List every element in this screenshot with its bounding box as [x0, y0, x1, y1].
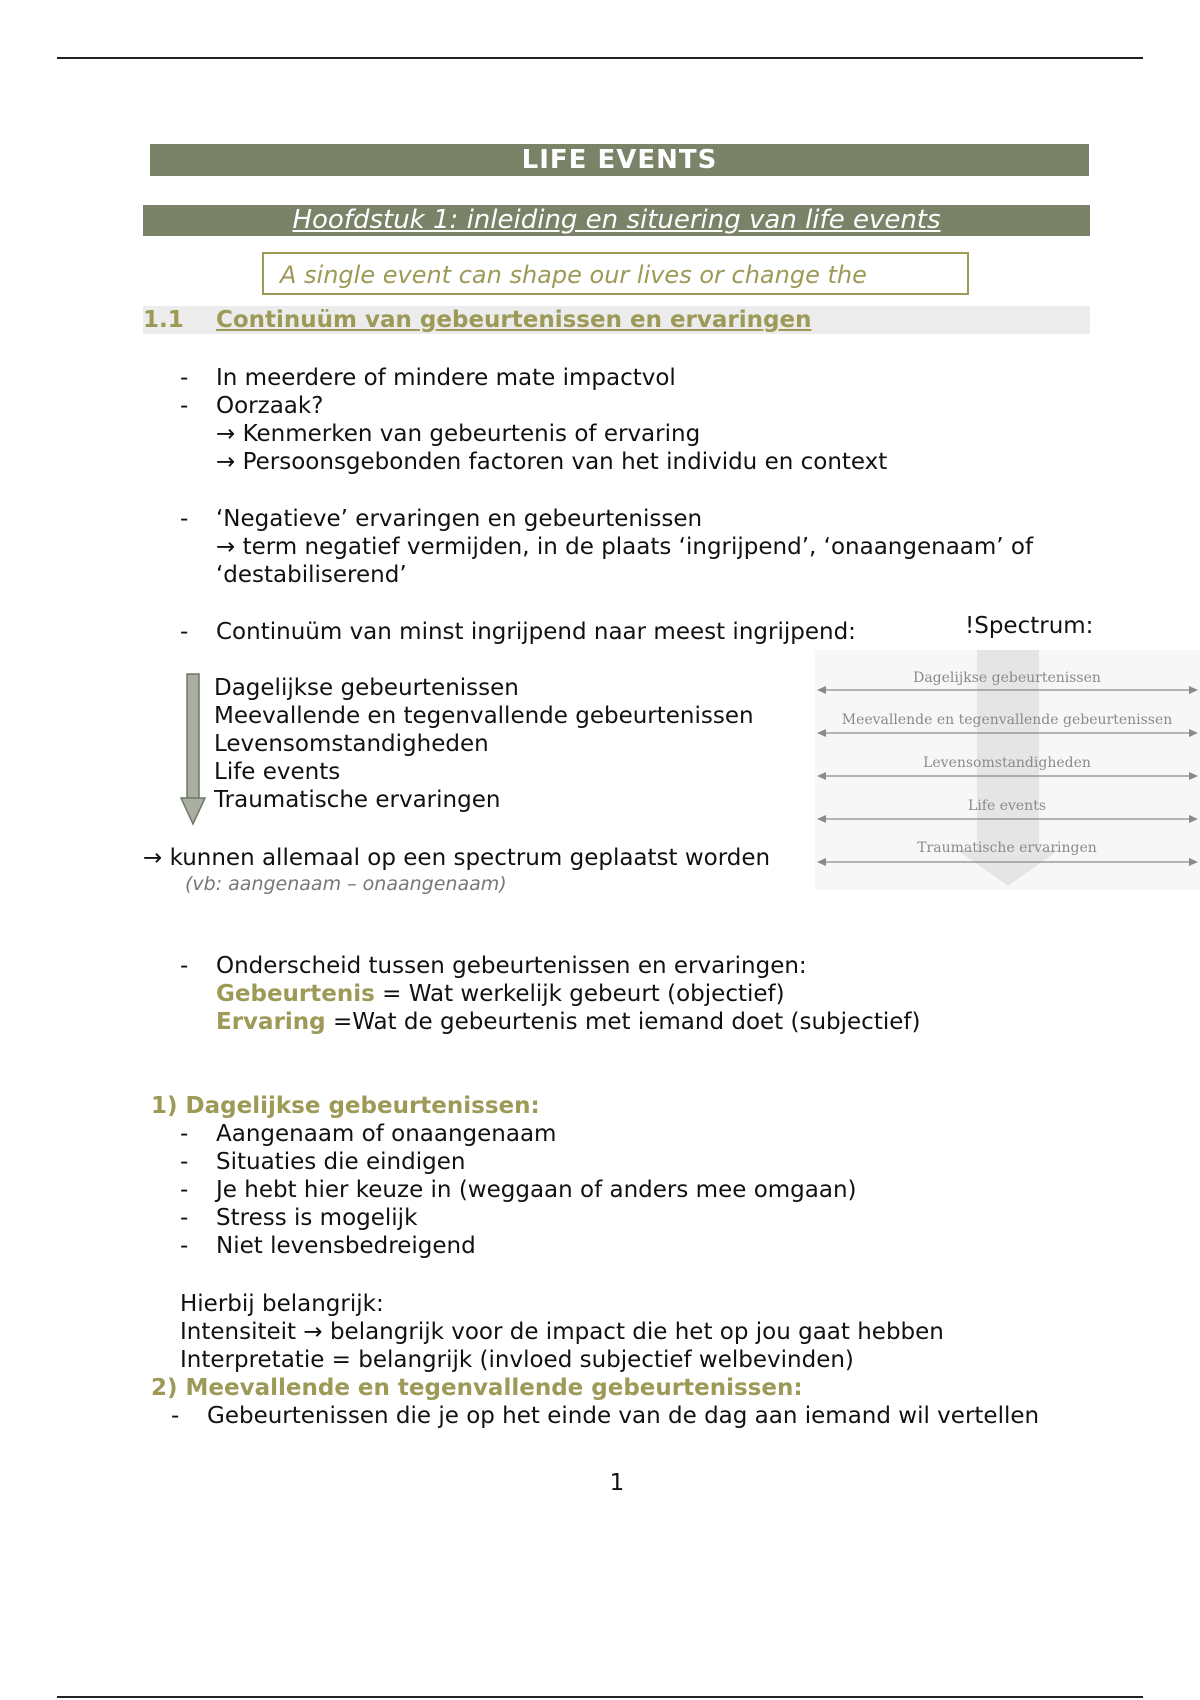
quote-box: A single event can shape our lives or change the	[262, 252, 969, 295]
subheading-meevallende: 2) Meevallende en tegenvallende gebeurtenissen:	[151, 1375, 803, 1401]
belangrijk-interpretatie: Interpretatie = belangrijk (invloed subjectief welbevinden)	[180, 1347, 854, 1373]
footer-rule	[57, 1696, 1143, 1698]
list-item: Situaties die eindigen	[216, 1149, 466, 1175]
bullet-oorzaak: Oorzaak?	[216, 393, 324, 419]
spectrum-row	[817, 712, 1198, 737]
spectrum-figure	[815, 650, 1200, 890]
continuum-item: Traumatische ervaringen	[214, 787, 501, 813]
term-ervaring: Ervaring	[216, 1009, 326, 1035]
page-number: 1	[609, 1470, 625, 1496]
continuum-item: Levensomstandigheden	[214, 731, 489, 757]
bullet-negatief: ‘Negatieve’ ervaringen en gebeurtenissen	[216, 506, 703, 532]
bullet-dash: -	[180, 1121, 189, 1147]
belangrijk-intensiteit: Intensiteit → belangrijk voor de impact die het op jou gaat hebben	[180, 1319, 944, 1345]
continuum-item: Dagelijkse gebeurtenissen	[214, 675, 519, 701]
list-item: Niet levensbedreigend	[216, 1233, 476, 1259]
oorzaak-sub-kenmerken: → Kenmerken van gebeurtenis of ervaring	[216, 421, 701, 447]
bullet-dash: -	[180, 1177, 189, 1203]
bullet-onderscheid: Onderscheid tussen gebeurtenissen en ervaringen:	[216, 953, 807, 979]
bullet-dash: -	[180, 953, 189, 979]
bullet-dash: -	[180, 619, 189, 645]
list-item: Stress is mogelijk	[216, 1205, 418, 1231]
spectrum-note: → kunnen allemaal op een spectrum geplaatst worden	[143, 845, 771, 871]
section-number: 1.1	[143, 307, 184, 333]
definition-gebeurtenis-text: = Wat werkelijk gebeurt (objectief)	[374, 981, 785, 1007]
section-heading	[143, 306, 1090, 334]
definition-gebeurtenis	[216, 980, 785, 1008]
spectrum-row-label: Traumatische ervaringen	[917, 840, 1097, 856]
belangrijk-intro: Hierbij belangrijk:	[180, 1291, 384, 1317]
list-item: Je hebt hier keuze in (weggaan of anders mee omgaan)	[216, 1177, 857, 1203]
definition-ervaring-text: =Wat de gebeurtenis met iemand doet (subjectief)	[325, 1009, 921, 1035]
spectrum-row-label: Dagelijkse gebeurtenissen	[913, 670, 1101, 686]
header-rule	[57, 57, 1143, 59]
subheading-dagelijkse: 1) Dagelijkse gebeurtenissen:	[151, 1093, 540, 1119]
list-item: Aangenaam of onaangenaam	[216, 1121, 557, 1147]
spectrum-row-label: Meevallende en tegenvallende gebeurtenissen	[841, 712, 1173, 728]
bullet-dash: -	[180, 1205, 189, 1231]
bullet-dash: -	[171, 1403, 180, 1429]
list-item: Gebeurtenissen die je op het einde van de dag aan iemand wil vertellen	[207, 1403, 1040, 1429]
down-arrow-icon	[180, 672, 206, 826]
bullet-dash: -	[180, 393, 189, 419]
bullet-dash: -	[180, 1149, 189, 1175]
bullet-dash: -	[180, 1233, 189, 1259]
spectrum-row-label: Levensomstandigheden	[923, 755, 1091, 771]
term-gebeurtenis: Gebeurtenis	[216, 981, 375, 1007]
spectrum-row-label: Life events	[968, 798, 1046, 814]
document-title: LIFE EVENTS	[150, 144, 1089, 176]
spectrum-label: !Spectrum:	[965, 613, 1094, 639]
oorzaak-sub-persoonsgebonden: → Persoonsgebonden factoren van het individu en context	[216, 449, 888, 475]
section-title: Continuüm van gebeurtenissen en ervaringen	[216, 307, 812, 333]
negatief-sub-line1: → term negatief vermijden, in de plaats ‘ingrijpend’, ‘onaangenaam’ of	[216, 534, 1034, 560]
continuum-item: Life events	[214, 759, 341, 785]
bullet-dash: -	[180, 506, 189, 532]
negatief-sub-line2: ‘destabiliserend’	[216, 562, 407, 588]
bullet-continuum: Continuüm van minst ingrijpend naar meest ingrijpend:	[216, 619, 856, 645]
bullet-impactvol: In meerdere of mindere mate impactvol	[216, 365, 676, 391]
chapter-heading: Hoofdstuk 1: inleiding en situering van life events	[143, 205, 1090, 236]
continuum-item: Meevallende en tegenvallende gebeurtenissen	[214, 703, 754, 729]
spectrum-example: (vb: aangenaam – onaangenaam)	[185, 873, 507, 895]
definition-ervaring	[216, 1008, 920, 1036]
bullet-dash: -	[180, 365, 189, 391]
